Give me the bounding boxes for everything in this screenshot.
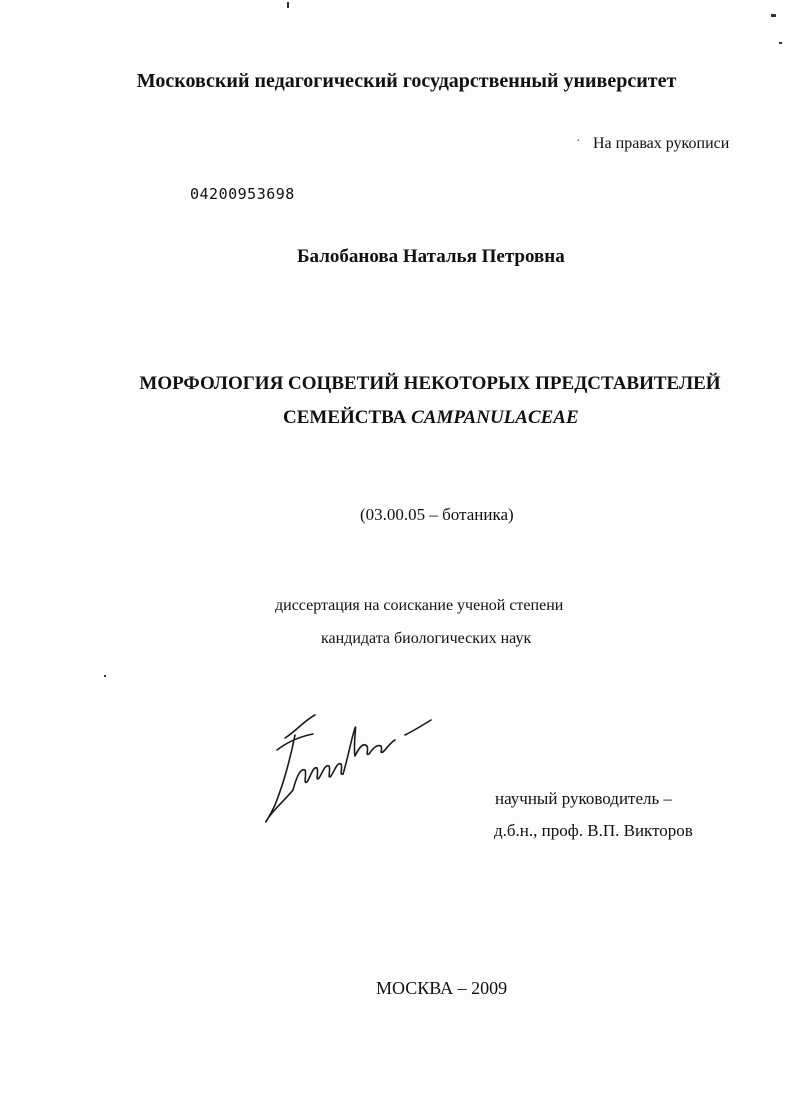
supervisor-name: д.б.н., проф. В.П. Викторов — [494, 821, 693, 840]
scan-speck — [104, 675, 106, 677]
city-year: МОСКВА – 2009 — [376, 978, 508, 998]
specialty-code: (03.00.05 – ботаника) — [360, 505, 514, 524]
signature-image — [255, 690, 440, 840]
title-prefix: СЕМЕЙСТВА — [283, 407, 412, 428]
university-name: Московский педагогический государственный университет — [136, 70, 677, 92]
bullet-mark: · — [576, 134, 581, 149]
rights-note: На правах рукописи — [593, 135, 730, 152]
registration-code: 04200953698 — [190, 185, 295, 203]
degree-line-2: кандидата биологических наук — [321, 630, 532, 647]
author-name: Балобанова Наталья Петровна — [297, 246, 565, 267]
degree-line-1: диссертация на соискание ученой степени — [275, 597, 564, 614]
title-latin-family: CAMPANULACEAE — [411, 407, 579, 428]
thesis-title-line-1: МОРФОЛОГИЯ СОЦВЕТИЙ НЕКОТОРЫХ ПРЕДСТАВИТЕЛЕЙ — [139, 373, 721, 394]
thesis-title-line-2 — [283, 407, 579, 429]
scan-speck — [771, 14, 776, 17]
scan-speck — [779, 42, 782, 44]
scan-speck — [287, 2, 289, 8]
supervisor-role: научный руководитель – — [495, 789, 672, 808]
